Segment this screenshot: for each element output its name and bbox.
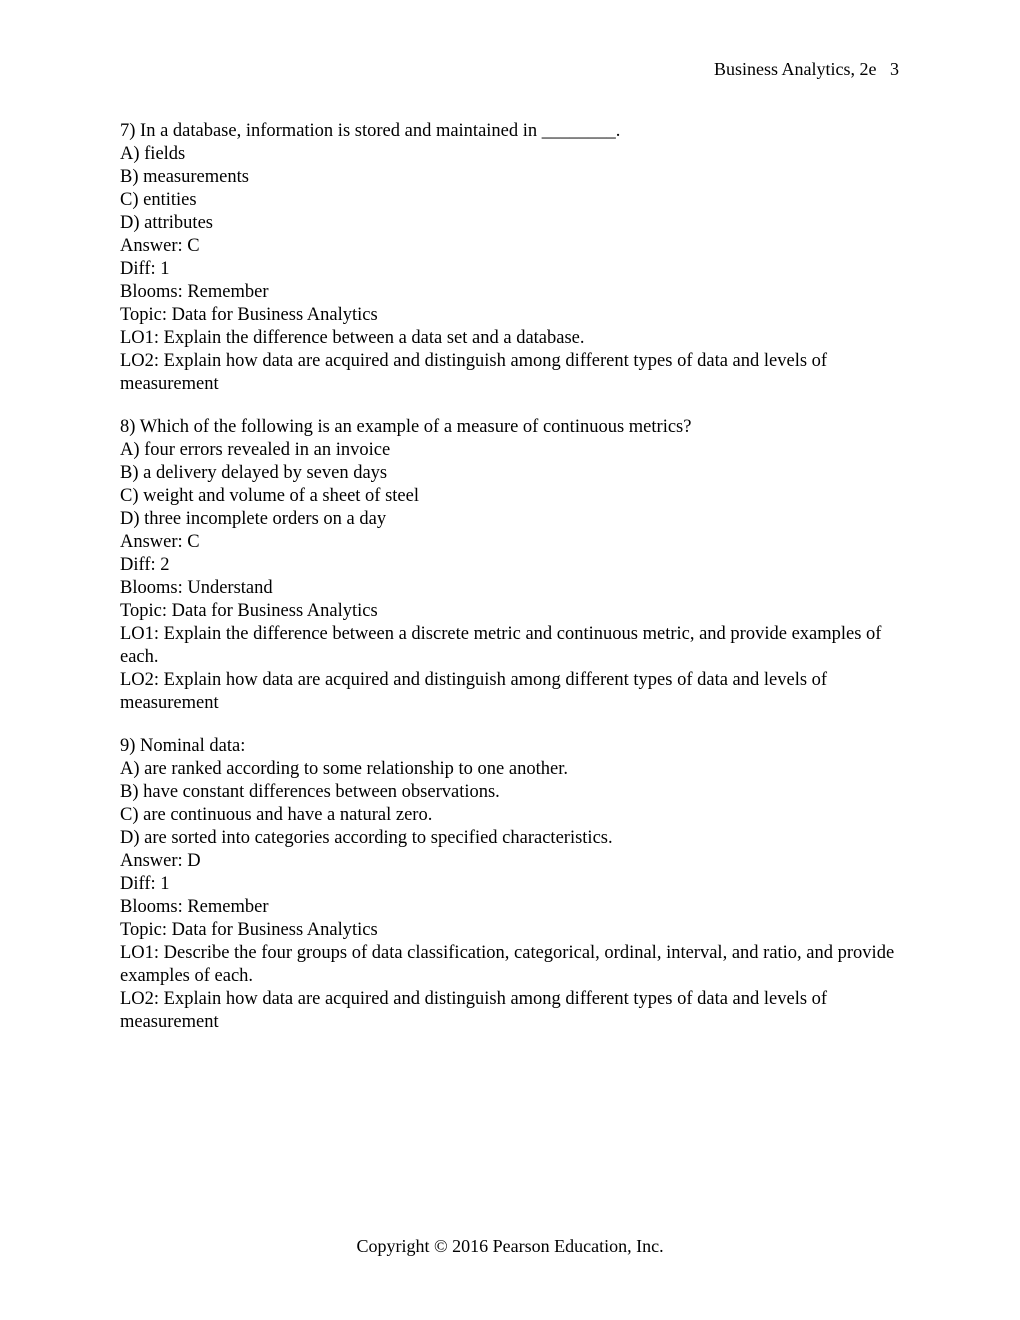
difficulty-line: Diff: 1 — [120, 874, 170, 894]
question-stem: 7) In a database, information is stored and maintained in ________. — [120, 121, 621, 141]
topic-line: Topic: Data for Business Analytics — [120, 920, 378, 940]
blooms-line: Blooms: Remember — [120, 897, 269, 917]
choice-b: B) have constant differences between observations. — [120, 782, 500, 802]
choice-a: A) fields — [120, 144, 186, 164]
difficulty-line: Diff: 1 — [120, 259, 170, 279]
choice-b: B) measurements — [120, 167, 249, 187]
lo1-line: LO1: Explain the difference between a discrete metric and continuous metric, and provide examples of each. — [120, 624, 882, 667]
blooms-line: Blooms: Remember — [120, 282, 269, 302]
choice-a: A) four errors revealed in an invoice — [120, 440, 391, 460]
question-stem: 8) Which of the following is an example of a measure of continuous metrics? — [120, 417, 692, 437]
question-7 — [120, 120, 902, 396]
choice-a: A) are ranked according to some relationship to one another. — [120, 759, 568, 779]
question-list — [120, 120, 902, 1054]
answer-line: Answer: C — [120, 236, 200, 256]
running-header: Business Analytics, 2e 3 — [714, 59, 899, 79]
lo2-line: LO2: Explain how data are acquired and distinguish among different types of data and levels of measurement — [120, 989, 828, 1032]
blooms-line: Blooms: Understand — [120, 578, 273, 598]
choice-c: C) entities — [120, 190, 197, 210]
lo2-line: LO2: Explain how data are acquired and distinguish among different types of data and levels of measurement — [120, 351, 828, 394]
answer-line: Answer: D — [120, 851, 201, 871]
topic-line: Topic: Data for Business Analytics — [120, 601, 378, 621]
lo2-line: LO2: Explain how data are acquired and distinguish among different types of data and levels of measurement — [120, 670, 828, 713]
question-9 — [120, 735, 902, 1034]
choice-d: D) three incomplete orders on a day — [120, 509, 387, 529]
question-stem: 9) Nominal data: — [120, 736, 246, 756]
lo1-line: LO1: Describe the four groups of data classification, categorical, ordinal, interval, and ratio, and provide examples of each. — [120, 943, 895, 986]
question-8 — [120, 416, 902, 715]
choice-c: C) are continuous and have a natural zero. — [120, 805, 433, 825]
choice-d: D) attributes — [120, 213, 213, 233]
copyright-footer: Copyright © 2016 Pearson Education, Inc. — [356, 1236, 664, 1256]
answer-line: Answer: C — [120, 532, 200, 552]
choice-b: B) a delivery delayed by seven days — [120, 463, 388, 483]
difficulty-line: Diff: 2 — [120, 555, 170, 575]
topic-line: Topic: Data for Business Analytics — [120, 305, 378, 325]
lo1-line: LO1: Explain the difference between a data set and a database. — [120, 328, 585, 348]
choice-d: D) are sorted into categories according to specified characteristics. — [120, 828, 613, 848]
choice-c: C) weight and volume of a sheet of steel — [120, 486, 419, 506]
